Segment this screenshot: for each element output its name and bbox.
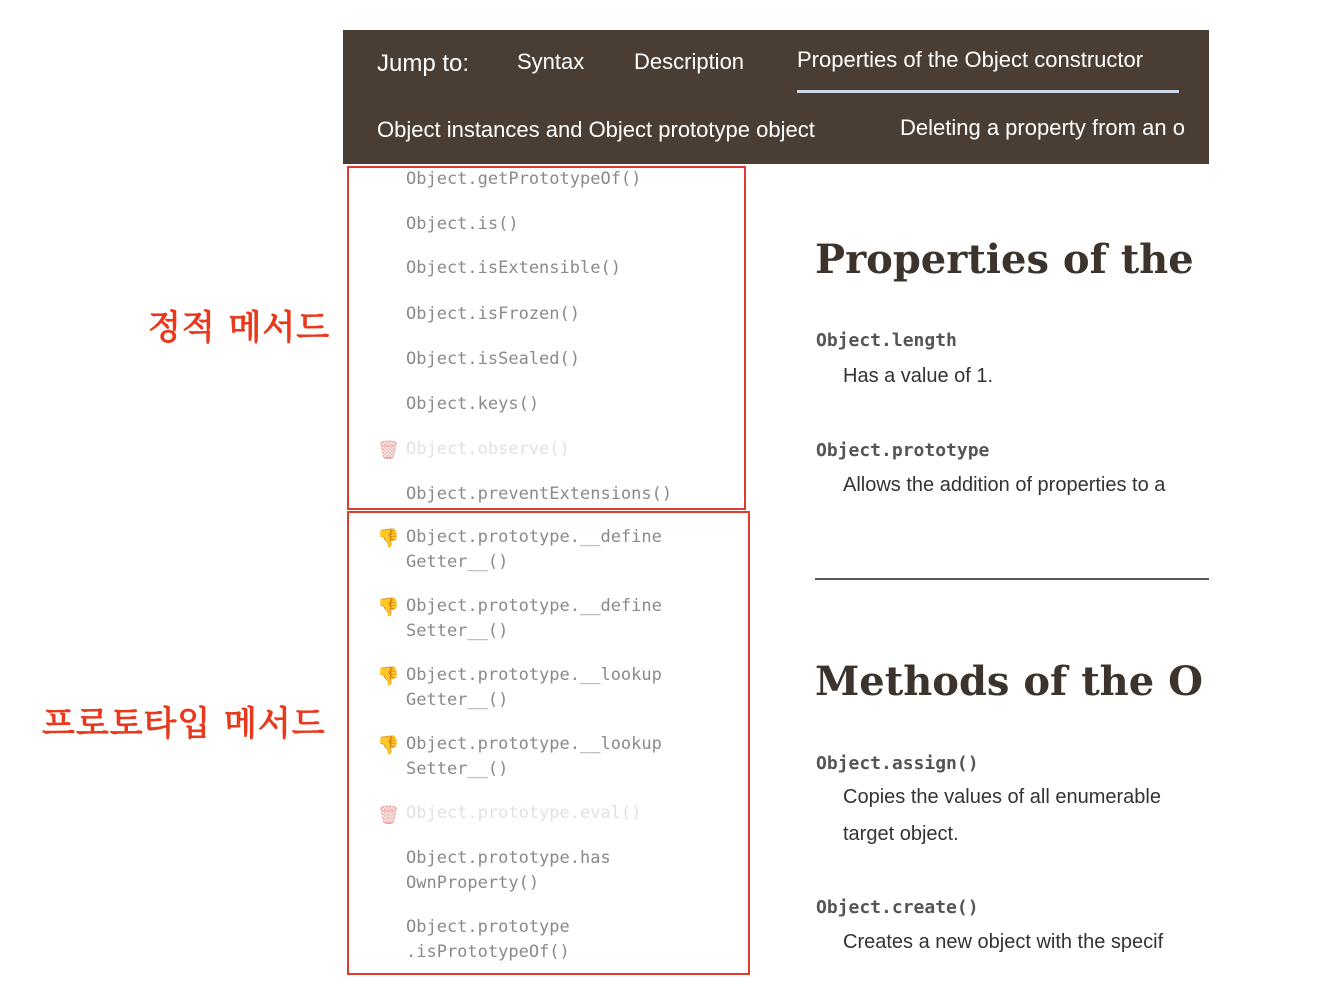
sidebar-item[interactable]: Object.isFrozen() bbox=[406, 304, 580, 324]
jump-to-nav bbox=[343, 30, 1209, 164]
sidebar-item[interactable]: Object.isSealed() bbox=[406, 349, 580, 369]
thumbs-down-icon: 👎 bbox=[377, 735, 400, 755]
sidebar-item[interactable]: Object.isExtensible() bbox=[406, 258, 621, 278]
properties-heading: Properties of the bbox=[815, 236, 1194, 283]
sidebar-item[interactable]: Object.prototype.__define Setter__() bbox=[406, 596, 662, 641]
sidebar-item-obsolete[interactable]: Object.prototype.eval() bbox=[406, 803, 642, 823]
sidebar-item[interactable]: Object.keys() bbox=[406, 394, 540, 414]
jump-to-label: Jump to: bbox=[377, 50, 470, 77]
nav-link-deleting[interactable]: Deleting a property from an o bbox=[900, 115, 1185, 140]
nav-link-description[interactable]: Description bbox=[634, 49, 745, 74]
nav-link-syntax[interactable]: Syntax bbox=[517, 49, 585, 74]
sidebar-item[interactable]: Object.preventExtensions() bbox=[406, 484, 673, 504]
term-object-assign[interactable]: Object.assign() bbox=[816, 753, 979, 774]
annotation-prototype-methods: 프로토타입 메서드 bbox=[42, 704, 326, 744]
main-content bbox=[815, 164, 1209, 980]
active-link-underline bbox=[797, 90, 1179, 93]
sidebar-item[interactable]: Object.prototype.has OwnProperty() bbox=[406, 848, 611, 893]
definition: Copies the values of all enumerable bbox=[843, 786, 1161, 808]
nav-link-properties[interactable]: Properties of the Object constructor bbox=[797, 47, 1144, 72]
sidebar-item[interactable]: Object.getPrototypeOf() bbox=[406, 169, 642, 189]
sidebar-item[interactable]: Object.is() bbox=[406, 214, 519, 234]
methods-heading: Methods of the O bbox=[815, 658, 1203, 705]
term-object-length[interactable]: Object.length bbox=[816, 330, 957, 351]
trash-icon: 🗑 bbox=[377, 440, 400, 460]
definition: Allows the addition of properties to a bbox=[843, 474, 1166, 496]
sidebar-item[interactable]: Object.prototype.__define Getter__() bbox=[406, 527, 662, 572]
annotation-static-methods: 정적 메서드 bbox=[148, 308, 331, 348]
thumbs-down-icon: 👎 bbox=[377, 597, 400, 617]
prototype-methods-highlight-box bbox=[347, 511, 750, 975]
term-object-prototype[interactable]: Object.prototype bbox=[816, 440, 990, 461]
nav-link-instances[interactable]: Object instances and Object prototype object bbox=[377, 117, 815, 142]
section-divider bbox=[815, 578, 1209, 580]
definition: Creates a new object with the specif bbox=[843, 931, 1164, 953]
thumbs-down-icon: 👎 bbox=[377, 528, 400, 548]
sidebar-item[interactable]: Object.prototype .isPrototypeOf() bbox=[406, 917, 570, 962]
trash-icon: 🗑 bbox=[377, 805, 400, 825]
static-methods-highlight-box bbox=[347, 166, 746, 510]
sidebar-item[interactable]: Object.prototype.__lookup Getter__() bbox=[406, 665, 662, 710]
term-object-create[interactable]: Object.create() bbox=[816, 897, 979, 918]
definition: Has a value of 1. bbox=[843, 365, 994, 387]
sidebar-item-obsolete[interactable]: Object.observe() bbox=[406, 439, 570, 459]
definition-continued: target object. bbox=[843, 823, 959, 845]
sidebar-item[interactable]: Object.prototype.__lookup Setter__() bbox=[406, 734, 662, 779]
thumbs-down-icon: 👎 bbox=[377, 666, 400, 686]
